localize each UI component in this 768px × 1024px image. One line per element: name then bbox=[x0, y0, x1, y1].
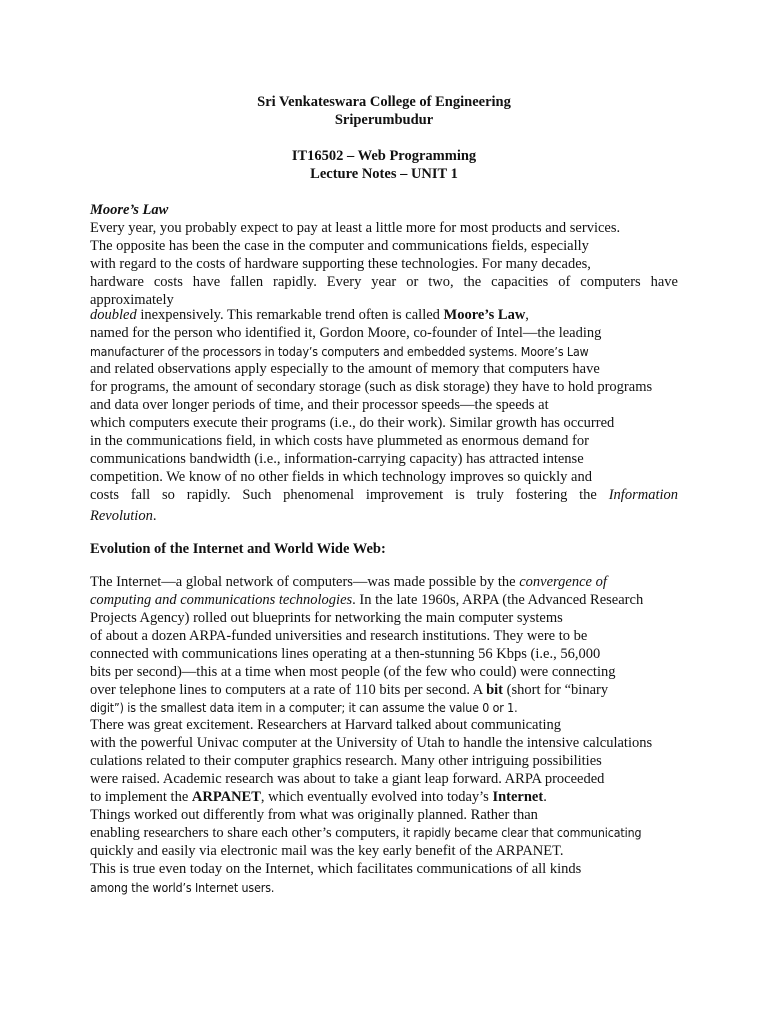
paragraph-line: to implement the ARPANET, which eventually evolved into today’s Internet. bbox=[90, 789, 547, 805]
paragraph-line: and data over longer periods of time, and their processor speeds—the speeds at bbox=[90, 397, 549, 413]
paragraph-line: and related observations apply especially to the amount of memory that computers have bbox=[90, 361, 600, 377]
term-internet: Internet bbox=[492, 789, 544, 805]
paragraph-line: There was great excitement. Researchers at Harvard talked about communicating bbox=[90, 717, 562, 733]
term-arpanet: ARPANET bbox=[191, 789, 261, 805]
college-location: Sriperumbudur bbox=[334, 112, 434, 128]
paragraph-line: culations related to their computer graphics research. Many other intriguing possibilities bbox=[90, 753, 602, 769]
paragraph-line: named for the person who identified it, Gordon Moore, co-founder of Intel—the leading bbox=[90, 325, 602, 341]
paragraph-line: with regard to the costs of hardware supporting these technologies. For many decades, bbox=[90, 256, 591, 272]
paragraph-line: hardware costs have fallen rapidly. Every year or two, the capacities of computers have bbox=[90, 274, 678, 290]
paragraph-line: which computers execute their programs (i.e., do their work). Similar growth has occurred bbox=[90, 415, 615, 431]
paragraph-line: Projects Agency) rolled out blueprints for networking the main computer systems bbox=[90, 610, 563, 626]
paragraph-line: for programs, the amount of secondary storage (such as disk storage) they have to hold programs bbox=[90, 379, 653, 395]
college-name: Sri Venkateswara College of Engineering bbox=[257, 94, 511, 110]
paragraph-line: approximately bbox=[90, 292, 174, 308]
term-bit: bit bbox=[486, 682, 504, 698]
paragraph-line: doubled inexpensively. This remarkable trend often is called Moore’s Law, bbox=[90, 307, 529, 323]
paragraph-line: communications bandwidth (i.e., information-carrying capacity) has attracted intense bbox=[90, 451, 584, 467]
paragraph-line: competition. We know of no other fields in which technology improves so quickly and bbox=[90, 469, 592, 485]
paragraph-line: over telephone lines to computers at a rate of 110 bits per second. A bit (short for “binary bbox=[90, 682, 609, 698]
paragraph-line: The opposite has been the case in the computer and communications fields, especially bbox=[90, 238, 589, 254]
paragraph-line: quickly and easily via electronic mail was the key early benefit of the ARPANET. bbox=[90, 843, 564, 859]
notes-title: Lecture Notes – UNIT 1 bbox=[310, 166, 458, 182]
course-title: IT16502 – Web Programming bbox=[291, 148, 477, 164]
paragraph-line: digit”) is the smallest data item in a computer; it can assume the value 0 or 1. bbox=[90, 701, 518, 715]
paragraph-line: of about a dozen ARPA-funded universities and research institutions. They were to be bbox=[90, 628, 588, 644]
paragraph-line: This is true even today on the Internet, which facilitates communications of all kinds bbox=[90, 861, 582, 877]
paragraph-line: in the communications field, in which costs have plummeted as enormous demand for bbox=[90, 433, 589, 449]
paragraph-line: manufacturer of the processors in today’s computers and embedded systems. Moore’s Law bbox=[90, 345, 589, 359]
paragraph-line: costs fall so rapidly. Such phenomenal improvement is truly fostering the Information bbox=[90, 487, 678, 503]
paragraph-line: computing and communications technologies. In the late 1960s, ARPA (the Advanced Research bbox=[90, 592, 644, 608]
paragraph-line: Revolution. bbox=[90, 508, 157, 524]
paragraph-line: Things worked out differently from what was originally planned. Rather than bbox=[90, 807, 538, 823]
section-heading-moores-law: Moore’s Law bbox=[90, 202, 169, 218]
paragraph-line: among the world’s Internet users. bbox=[90, 881, 275, 895]
paragraph-line: with the powerful Univac computer at the University of Utah to handle the intensive calculations bbox=[90, 735, 653, 751]
paragraph-line: Every year, you probably expect to pay at least a little more for most products and services. bbox=[90, 220, 621, 236]
section-heading-evolution: Evolution of the Internet and World Wide Web: bbox=[90, 541, 386, 557]
paragraph-line: connected with communications lines operating at a then-stunning 56 Kbps (i.e., 56,000 bbox=[90, 646, 601, 662]
paragraph-line: were raised. Academic research was about to take a giant leap forward. ARPA proceeded bbox=[90, 771, 605, 787]
term-moores-law: Moore’s Law bbox=[443, 307, 526, 323]
paragraph-line: The Internet—a global network of computers—was made possible by the convergence of bbox=[90, 574, 607, 590]
paragraph-line: bits per second)—this at a time when most people (of the few who could) were connecting bbox=[90, 664, 616, 680]
paragraph-line: enabling researchers to share each other’s computers, it rapidly became clear that communicating bbox=[90, 825, 642, 841]
